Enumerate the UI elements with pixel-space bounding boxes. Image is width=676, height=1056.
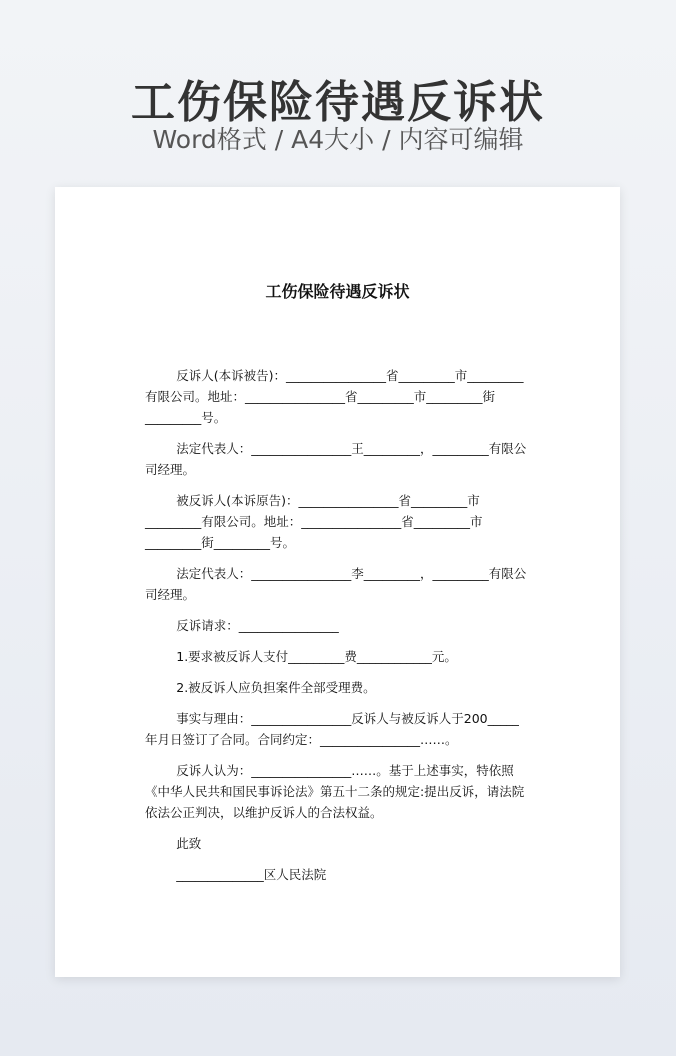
facts-and-reasons: 事实与理由：________________反诉人与被反诉人于200_____年月日签订了合同。合同约定：________________……。 <box>145 711 519 747</box>
page-subtitle: Word格式 / A4大小 / 内容可编辑 <box>152 125 524 154</box>
counterclaimant-representative: 法定代表人：________________王_________，_________有限公司经理。 <box>145 441 527 477</box>
court-recipient: ______________区人民法院 <box>176 867 327 882</box>
counterclaimant-argument: 反诉人认为：________________……。基于上述事实，特依照《中华人民共和国民事诉论法》第五十二条的规定:提出反诉，请法院依法公正判决，以维护反诉人的合法权益。 <box>145 763 525 820</box>
document-body <box>145 365 530 895</box>
page-title: 工伤保险待遇反诉状 <box>131 77 545 128</box>
request-item-1: 1.要求被反诉人支付_________费____________元。 <box>176 649 457 664</box>
counterclaimant-info: 反诉人(本诉被告)：________________省_________市_________有限公司。地址：________________省_________市_________街_________号。 <box>145 368 524 425</box>
request-item-2: 2.被反诉人应负担案件全部受理费。 <box>176 680 376 695</box>
counterclaim-requests: 反诉请求：________________ <box>176 618 339 633</box>
document-page <box>55 187 620 977</box>
counter-defendant-representative: 法定代表人：________________李_________，_________有限公司经理。 <box>145 566 527 602</box>
salutation: 此致 <box>176 836 202 851</box>
counter-defendant-info: 被反诉人(本诉原告)：________________省_________市_________有限公司。地址：________________省_________市_________街_________号。 <box>145 493 483 550</box>
document-title: 工伤保险待遇反诉状 <box>265 282 410 301</box>
